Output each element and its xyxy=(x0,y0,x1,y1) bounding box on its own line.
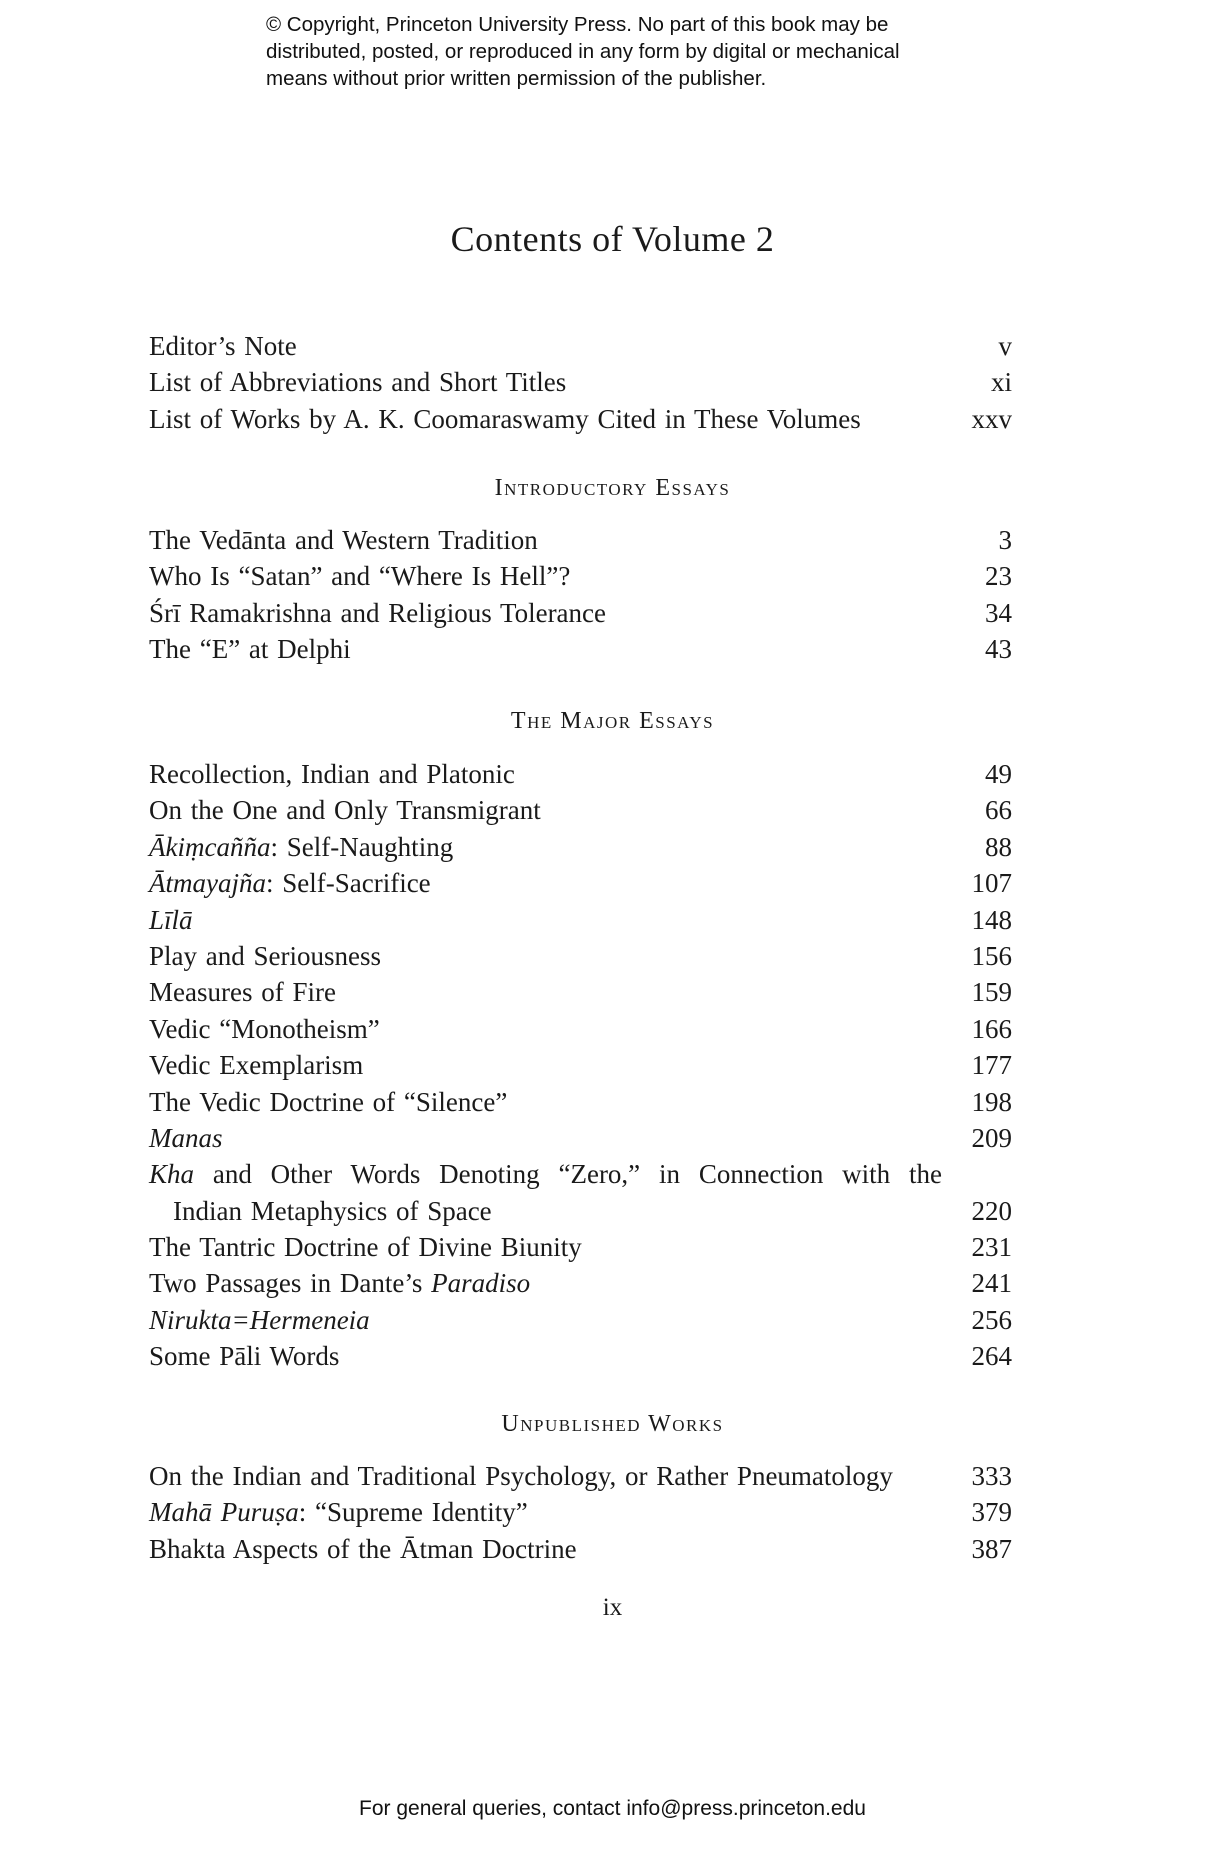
entry-title xyxy=(149,1494,942,1530)
entry-title: Measures of Fire xyxy=(149,977,336,1008)
entry-page: 3 xyxy=(998,525,1012,555)
entry-title: Who Is “Satan” and “Where Is Hell”? xyxy=(149,561,571,592)
section-heading-unpublished-works: Unpublished Works xyxy=(501,1411,724,1437)
entry-page: 177 xyxy=(971,1050,1012,1081)
entry-title: The Vedic Doctrine of “Silence” xyxy=(149,1086,508,1117)
entry-title: Some Pāli Words xyxy=(149,1341,340,1372)
entry-title-italic: Kha xyxy=(149,1159,195,1190)
entry-page: 379 xyxy=(971,1497,1012,1528)
section-heading-introductory-essays: Introductory Essays xyxy=(494,475,731,501)
entry-page: 88 xyxy=(985,831,1012,862)
entry-title-rest: : Self-Sacrifice xyxy=(265,868,431,899)
toc-entry[interactable] xyxy=(149,1302,1012,1338)
entry-title-rest: : Self-Naughting xyxy=(270,831,454,862)
toc-entry[interactable] xyxy=(149,1494,1012,1530)
entry-page: 241 xyxy=(971,1268,1012,1299)
entry-page: 256 xyxy=(971,1304,1012,1335)
entry-title xyxy=(149,1156,942,1192)
toc-entry[interactable] xyxy=(149,1084,1012,1120)
entry-title-italic: Ātmayajña xyxy=(149,868,266,899)
entry-page: v xyxy=(998,331,1012,361)
page-number: ix xyxy=(602,1594,623,1621)
introductory-essays-list xyxy=(149,522,1012,668)
entry-page: 66 xyxy=(985,795,1012,826)
entry-title: List of Works by A. K. Coomaraswamy Cited in These Volumes xyxy=(149,403,861,434)
entry-title xyxy=(149,865,942,901)
toc-entry[interactable] xyxy=(149,595,1012,631)
entry-page: xi xyxy=(990,367,1012,398)
entry-title: Manas xyxy=(149,1122,223,1153)
entry-title: The “E” at Delphi xyxy=(149,634,351,665)
entry-title-rest: and Other Words Denoting “Zero,” in Connection with the xyxy=(194,1159,942,1190)
entry-title: Śrī Ramakrishna and Religious Tolerance xyxy=(149,597,607,628)
entry-page: 43 xyxy=(985,634,1012,665)
entry-page: 166 xyxy=(971,1013,1012,1044)
toc-entry[interactable] xyxy=(149,974,1012,1010)
entry-title xyxy=(149,829,942,865)
toc-entry[interactable] xyxy=(149,401,1012,437)
entry-page: 231 xyxy=(971,1232,1012,1263)
entry-page: 198 xyxy=(971,1086,1012,1117)
entry-page: 107 xyxy=(971,868,1012,899)
entry-page: 23 xyxy=(985,561,1012,592)
toc-entry[interactable] xyxy=(149,1338,1012,1374)
entry-title: Vedic “Monotheism” xyxy=(149,1013,380,1044)
footer-contact: For general queries, contact info@press.princeton.edu xyxy=(359,1797,866,1820)
toc-entry[interactable] xyxy=(149,522,1012,558)
entry-page: 209 xyxy=(971,1122,1012,1153)
entry-title: Līlā xyxy=(149,904,193,935)
toc-entry[interactable] xyxy=(149,558,1012,594)
toc-entry[interactable] xyxy=(149,1229,1012,1265)
entry-title: Editor’s Note xyxy=(149,331,297,361)
entry-page: 387 xyxy=(971,1533,1012,1564)
toc-entry[interactable] xyxy=(149,631,1012,667)
entry-title: On the One and Only Transmigrant xyxy=(149,795,541,826)
toc-entry[interactable] xyxy=(149,1047,1012,1083)
entry-title: The Tantric Doctrine of Divine Biunity xyxy=(149,1232,582,1263)
toc-entry[interactable] xyxy=(149,1458,1012,1494)
toc-entry[interactable] xyxy=(149,865,1012,901)
entry-title xyxy=(149,1265,942,1301)
entry-page: 264 xyxy=(971,1341,1012,1372)
entry-title: On the Indian and Traditional Psychology, or Rather Pneumatology xyxy=(149,1461,893,1491)
entry-title-italic: Mahā Puruṣa xyxy=(149,1497,299,1528)
entry-page: xxv xyxy=(971,403,1012,434)
major-essays-list xyxy=(149,756,1012,1375)
entry-page: 220 xyxy=(971,1195,1012,1226)
entry-title-rest: : “Supreme Identity” xyxy=(298,1497,528,1528)
entry-title-rest: Two Passages in Dante’s xyxy=(149,1268,432,1299)
entry-page: 148 xyxy=(971,904,1012,935)
copyright-line: distributed, posted, or reproduced in any form by digital or mechanical xyxy=(266,40,900,63)
copyright-line: © Copyright, Princeton University Press. No part of this book may be xyxy=(266,13,889,36)
unpublished-works-list xyxy=(149,1458,1012,1567)
toc-entry[interactable] xyxy=(149,1531,1012,1567)
copyright-line: means without prior written permission of the publisher. xyxy=(266,67,767,90)
entry-title: Play and Seriousness xyxy=(149,940,381,971)
section-heading-major-essays: The Major Essays xyxy=(510,708,715,734)
entry-title: List of Abbreviations and Short Titles xyxy=(149,367,567,398)
toc-entry[interactable] xyxy=(149,328,1012,364)
toc-entry[interactable] xyxy=(149,1156,1012,1192)
entry-title: Nirukta=Hermeneia xyxy=(149,1304,370,1335)
toc-entry[interactable] xyxy=(149,902,1012,938)
entry-title-continuation: Indian Metaphysics of Space xyxy=(173,1195,492,1226)
toc-entry[interactable] xyxy=(149,1120,1012,1156)
copyright-notice xyxy=(266,11,986,92)
entry-page: 49 xyxy=(985,759,1012,789)
entry-page: 34 xyxy=(985,597,1012,628)
entry-title: Bhakta Aspects of the Ātman Doctrine xyxy=(149,1533,577,1564)
toc-entry[interactable] xyxy=(149,1011,1012,1047)
toc-entry[interactable] xyxy=(149,756,1012,792)
front-matter-list xyxy=(149,328,1012,437)
entry-title-italic: Paradiso xyxy=(431,1268,531,1299)
toc-entry[interactable] xyxy=(149,938,1012,974)
entry-title: Vedic Exemplarism xyxy=(149,1050,364,1081)
entry-title-italic: Ākiṃcañña xyxy=(149,831,271,862)
entry-page: 156 xyxy=(971,940,1012,971)
toc-entry[interactable] xyxy=(149,792,1012,828)
toc-entry[interactable] xyxy=(149,1265,1012,1301)
toc-entry[interactable] xyxy=(149,364,1012,400)
entry-page: 159 xyxy=(971,977,1012,1008)
entry-title: Recollection, Indian and Platonic xyxy=(149,759,515,789)
page-title: Contents of Volume 2 xyxy=(450,219,775,259)
toc-entry-continuation[interactable] xyxy=(149,1193,1012,1229)
toc-entry[interactable] xyxy=(149,829,1012,865)
entry-title: The Vedānta and Western Tradition xyxy=(149,525,538,555)
entry-page: 333 xyxy=(971,1461,1012,1491)
